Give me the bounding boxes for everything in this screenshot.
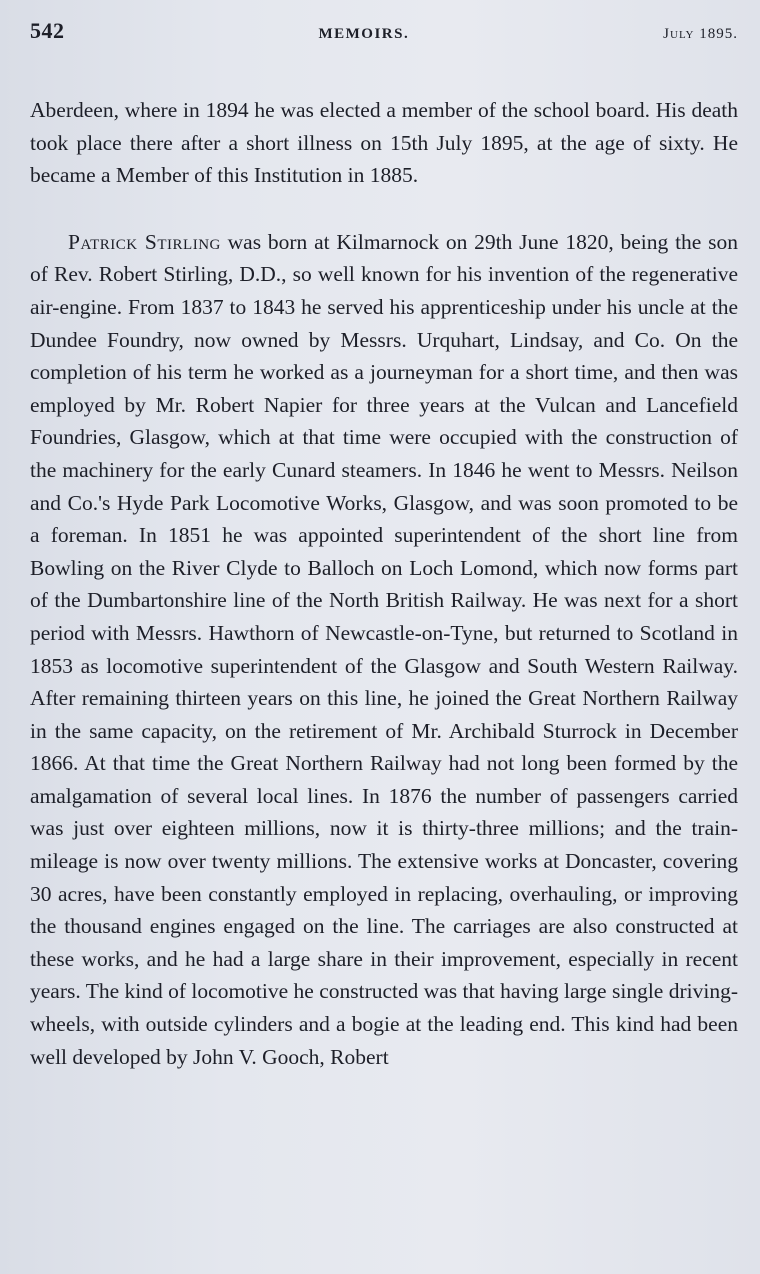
running-date: July 1895. <box>663 26 738 42</box>
memoir-subject-name: Patrick Stirling <box>68 229 221 254</box>
paragraph-text: Aberdeen, where in 1894 he was elected a member of the school board. His death took place there after a short illness on 15th July 1895, at the age of sixty. He became a Member of this Institution in 1885. <box>30 98 738 188</box>
paragraph-text: was born at Kilmarnock on 29th June 1820, being the son of Rev. Robert Stirling, D.D., so well known for his invention of the regenerative air-engine. From 1837 to 1843 he served his apprenticeship under his uncle at the Dundee Foundry, now owned by Messrs. Urquhart, Lindsay, and Co. On the completion of his term he worked as a journeyman for a short time, and then was employed by Mr. Robert Napier for three years at the Vulcan and Lancefield Foundries, Glasgow, which at that time were occupied with the construction of the machinery for the early Cunard steamers. In 1846 he went to Messrs. Neilson and Co.'s Hyde Park Locomotive Works, Glasgow, and was soon promoted to be a foreman. In 1851 he was appointed superintendent of the short line from Bowling on the River Clyde to Balloch on Loch Lomond, which now forms part of the Dumbartonshire line of the North British Railway. He was next for a short period with Messrs. Hawthorn of Newcastle-on-Tyne, but returned to Scotland in 1853 as locomotive superintendent of the Glasgow and South Western Railway. After remaining thirteen years on this line, he joined the Great Northern Railway in the same capacity, on the retirement of Mr. Archibald Sturrock in December 1866. At that time the Great Northern Railway had not long been formed by the amalgamation of several local lines. In 1876 the number of passengers carried was just over eighteen millions, now it is thirty-three millions; and the train-mileage is now over twenty millions. The extensive works at Doncaster, covering 30 acres, have been constantly employed in replacing, overhauling, or improving the thousand engines engaged on the line. The carriages are also constructed at these works, and he had a large share in their improvement, especially in recent years. The kind of locomotive he constructed was that having large single driving-wheels, with outside cylinders and a bogie at the leading end. This kind had been well developed by John V. Gooch, Robert <box>30 229 738 1069</box>
page-number: 542 <box>30 18 65 43</box>
paragraph-memoir <box>30 226 738 1073</box>
body-text <box>30 94 738 1073</box>
paragraph-continuation <box>30 94 738 192</box>
running-header <box>30 18 738 54</box>
running-title: MEMOIRS. <box>318 26 410 42</box>
